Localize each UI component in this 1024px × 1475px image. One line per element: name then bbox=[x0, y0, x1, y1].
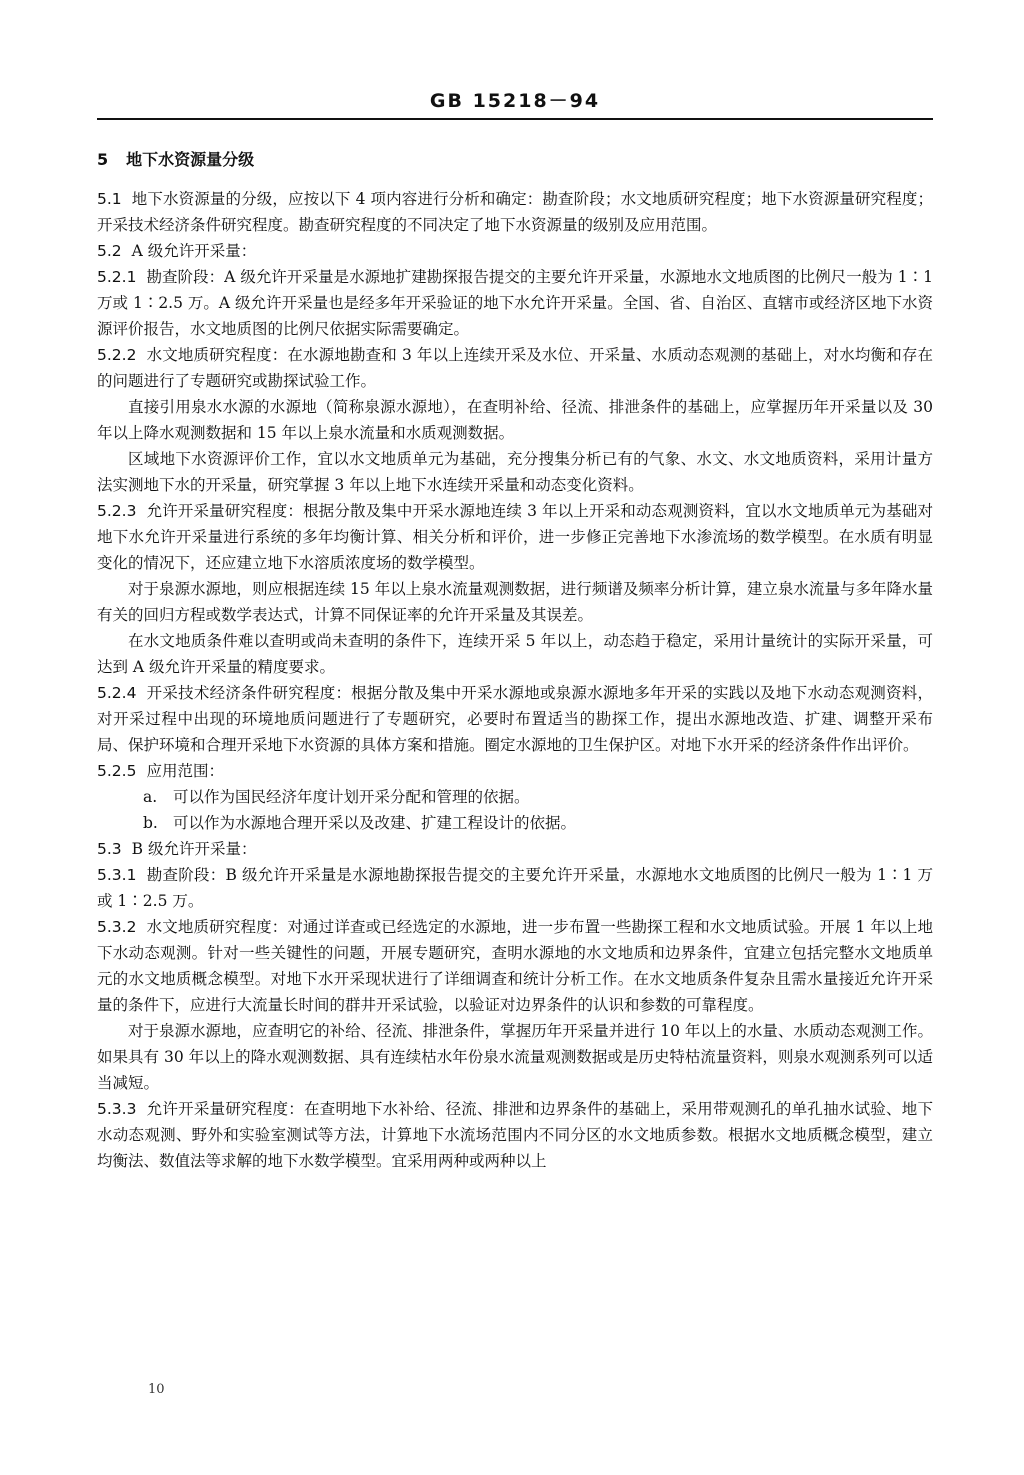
clause-number: 5.2.2 bbox=[97, 346, 137, 364]
paragraph-text: A 级允许开采量： bbox=[131, 242, 257, 260]
clause-number: 5.2 bbox=[97, 242, 122, 260]
document-body bbox=[97, 147, 933, 1174]
clause-number: 5.2.5 bbox=[97, 762, 137, 780]
paragraph-text: 对于泉源水源地，应查明它的补给、径流、排泄条件，掌握历年开采量并进行 10 年以上的水量、水质动态观测工作。如果具有 30 年以上的降水观测数据、具有连续枯水年份泉水流量观测数据或是历史特枯流量资料，则泉水观测系列可以适当减短。 bbox=[97, 1022, 933, 1092]
list-item bbox=[97, 784, 933, 810]
paragraph-list bbox=[97, 186, 933, 1174]
paragraph-text: 水文地质研究程度：在水源地勘查和 3 年以上连续开采及水位、开采量、水质动态观测的基础上，对水均衡和存在的问题进行了专题研究或勘探试验工作。 bbox=[97, 346, 933, 390]
clause-paragraph bbox=[97, 836, 933, 862]
clause-paragraph bbox=[97, 680, 933, 758]
clause-paragraph bbox=[97, 342, 933, 394]
clause-paragraph bbox=[97, 238, 933, 264]
paragraph-text: 直接引用泉水水源的水源地（简称泉源水源地），在查明补给、径流、排泄条件的基础上，应掌握历年开采量以及 30 年以上降水观测数据和 15 年以上泉水流量和水质观测数据。 bbox=[97, 398, 933, 442]
clause-number: 5.2.1 bbox=[97, 268, 137, 286]
section-number: 5 bbox=[97, 150, 109, 169]
clause-paragraph bbox=[97, 758, 933, 784]
clause-number: 5.3.1 bbox=[97, 866, 137, 884]
paragraph-text: 允许开采量研究程度：在查明地下水补给、径流、排泄和边界条件的基础上，采用带观测孔的单孔抽水试验、地下水动态观测、野外和实验室测试等方法，计算地下水流场范围内不同分区的水文地质参数。根据水文地质概念模型，建立均衡法、数值法等求解的地下水数学模型。宜采用两种或两种以上 bbox=[97, 1100, 933, 1170]
page-number: 10 bbox=[148, 1382, 165, 1397]
clause-paragraph bbox=[97, 862, 933, 914]
clause-number: 5.1 bbox=[97, 190, 122, 208]
section-heading bbox=[97, 147, 933, 173]
clause-number: 5.2.3 bbox=[97, 502, 137, 520]
paragraph-text: B 级允许开采量： bbox=[131, 840, 257, 858]
paragraph-text: 应用范围： bbox=[146, 762, 224, 780]
paragraph-text: 对于泉源水源地，则应根据连续 15 年以上泉水流量观测数据，进行频谱及频率分析计算，建立泉水流量与多年降水量有关的回归方程或数学表达式，计算不同保证率的允许开采量及其误差。 bbox=[97, 580, 933, 624]
clause-paragraph bbox=[97, 914, 933, 1018]
header-rule bbox=[97, 118, 933, 120]
list-marker: b. bbox=[143, 814, 158, 832]
paragraph-text: 勘查阶段：B 级允许开采量是水源地勘探报告提交的主要允许开采量，水源地水文地质图的比例尺一般为 1∶1 万或 1∶2.5 万。 bbox=[97, 866, 933, 910]
body-paragraph bbox=[97, 446, 933, 498]
clause-number: 5.2.4 bbox=[97, 684, 137, 702]
paragraph-text: 可以作为水源地合理开采以及改建、扩建工程设计的依据。 bbox=[173, 814, 577, 832]
paragraph-text: 水文地质研究程度：对通过详查或已经选定的水源地，进一步布置一些勘探工程和水文地质试验。开展 1 年以上地下水动态观测。针对一些关键性的问题，开展专题研究，查明水源地的水文地质和边界条件，宜建立包括完整水文地质单元的水文地质概念模型。对地下水开采现状进行了详细调查和统计分析工作。在水文地质条件复杂且需水量接近允许开采量的条件下，应进行大流量长时间的群井开采试验，以验证对边界条件的认识和参数的可靠程度。 bbox=[97, 918, 933, 1014]
paragraph-text: 可以作为国民经济年度计划开采分配和管理的依据。 bbox=[173, 788, 530, 806]
paragraph-text: 允许开采量研究程度：根据分散及集中开采水源地连续 3 年以上开采和动态观测资料，宜以水文地质单元为基础对地下水允许开采量进行系统的多年均衡计算、相关分析和评价，进一步修正完善地下水渗流场的数学模型。在水质有明显变化的情况下，还应建立地下水溶质浓度场的数学模型。 bbox=[97, 502, 933, 572]
clause-paragraph bbox=[97, 1096, 933, 1174]
clause-paragraph bbox=[97, 498, 933, 576]
list-item bbox=[97, 810, 933, 836]
clause-number: 5.3 bbox=[97, 840, 122, 858]
section-title: 地下水资源量分级 bbox=[126, 150, 255, 169]
paragraph-text: 开采技术经济条件研究程度：根据分散及集中开采水源地或泉源水源地多年开采的实践以及地下水动态观测资料，对开采过程中出现的环境地质问题进行了专题研究，必要时布置适当的勘探工作，提出水源地改造、扩建、调整开采布局、保护环境和合理开采地下水资源的具体方案和措施。圈定水源地的卫生保护区。对地下水开采的经济条件作出评价。 bbox=[97, 684, 933, 754]
paragraph-text: 勘查阶段：A 级允许开采量是水源地扩建勘探报告提交的主要允许开采量，水源地水文地质图的比例尺一般为 1∶1 万或 1∶2.5 万。A 级允许开采量也是经多年开采验证的地下水允许开采量。全国、省、自治区、直辖市或经济区地下水资源评价报告，水文地质图的比例尺依据实际需要确定。 bbox=[97, 268, 933, 338]
body-paragraph bbox=[97, 576, 933, 628]
page-header bbox=[97, 86, 933, 113]
list-marker: a. bbox=[143, 788, 158, 806]
clause-paragraph bbox=[97, 186, 933, 238]
paragraph-text: 在水文地质条件难以查明或尚未查明的条件下，连续开采 5 年以上，动态趋于稳定，采用计量统计的实际开采量，可达到 A 级允许开采量的精度要求。 bbox=[97, 632, 933, 676]
paragraph-text: 地下水资源量的分级，应按以下 4 项内容进行分析和确定：勘查阶段；水文地质研究程度；地下水资源量研究程度；开采技术经济条件研究程度。勘查研究程度的不同决定了地下水资源量的级别及应用范围。 bbox=[97, 190, 933, 234]
body-paragraph bbox=[97, 1018, 933, 1096]
clause-number: 5.3.2 bbox=[97, 918, 137, 936]
standard-number: GB 15218－94 bbox=[429, 90, 601, 112]
body-paragraph bbox=[97, 628, 933, 680]
clause-paragraph bbox=[97, 264, 933, 342]
paragraph-text: 区域地下水资源评价工作，宜以水文地质单元为基础，充分搜集分析已有的气象、水文、水文地质资料，采用计量方法实测地下水的开采量，研究掌握 3 年以上地下水连续开采量和动态变化资料。 bbox=[97, 450, 933, 494]
clause-number: 5.3.3 bbox=[97, 1100, 137, 1118]
body-paragraph bbox=[97, 394, 933, 446]
